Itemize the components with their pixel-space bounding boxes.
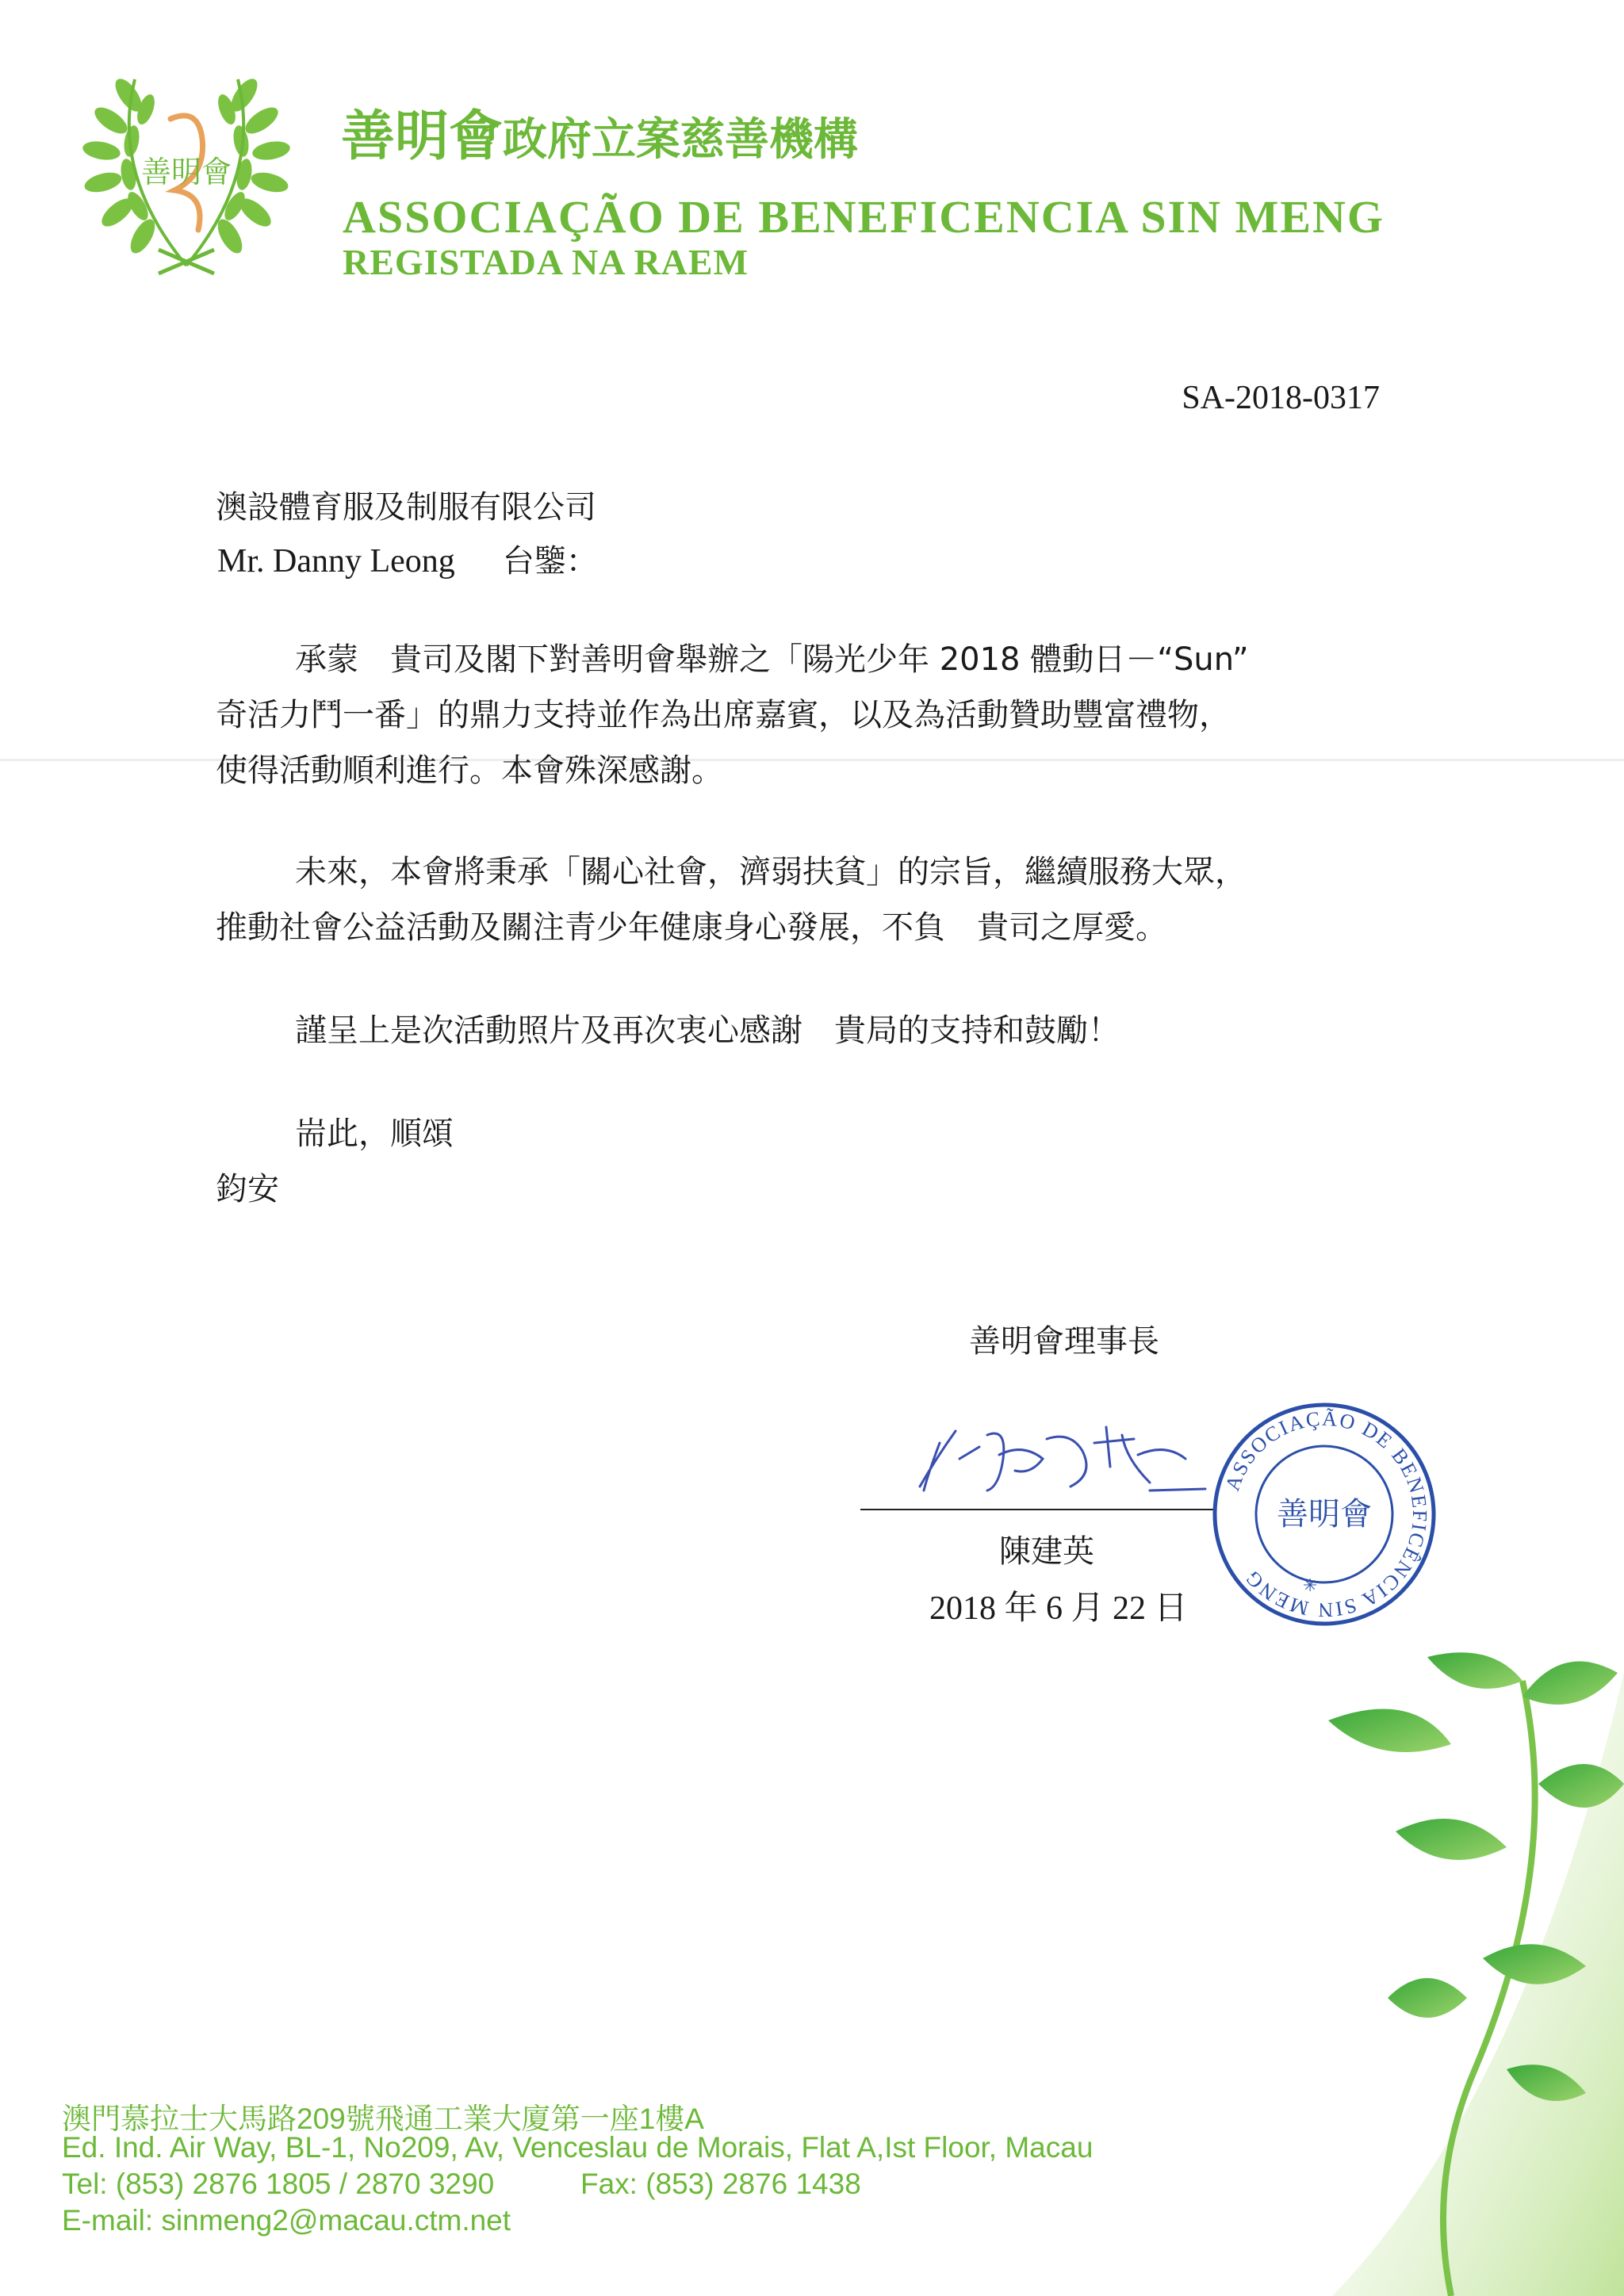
org-registered: REGISTADA NA RAEM [343, 242, 749, 282]
logo-text: 善明會 [140, 155, 232, 189]
footer-email[interactable]: E-mail: sinmeng2@macau.ctm.net [62, 2204, 511, 2237]
paragraph-1-line-3: 使得活動順利進行。本會殊深感謝。 [216, 752, 723, 789]
paragraph-1-line-2: 奇活力鬥一番」的鼎力支持並作為出席嘉賓，以及為活動贊助豐富禮物， [216, 697, 1231, 733]
recipient-company: 澳設體育服及制服有限公司 [216, 489, 596, 526]
seal-center-text: 善明會 [1277, 1496, 1372, 1533]
footer-tel: Tel: (853) 2876 1805 / 2870 3290 [62, 2168, 495, 2200]
org-name-pt: ASSOCIAÇÃO DE BENEFICENCIA SIN MENG [343, 191, 1385, 243]
paragraph-2-line-1: 未來，本會將秉承「關心社會，濟弱扶貧」的宗旨，繼續服務大眾， [295, 854, 1247, 890]
signature-line [860, 1509, 1213, 1510]
org-desc-cn: 政府立案慈善機構 [503, 114, 859, 166]
org-name-cn-main: 善明會 [341, 105, 504, 168]
recipient-line [217, 536, 598, 581]
handwritten-signature [912, 1411, 1213, 1506]
closing-line-2: 鈞安 [216, 1171, 279, 1207]
reference-number: SA-2018-0317 [1182, 380, 1380, 416]
footer-fax: Fax: (853) 2876 1438 [580, 2168, 861, 2200]
paragraph-1-line-1: 承蒙 貴司及閣下對善明會舉辦之「陽光少年 2018 體動日－“Sun” [295, 641, 1249, 678]
org-name-cn [341, 94, 858, 170]
official-seal [1209, 1399, 1439, 1629]
footer-address-pt: Ed. Ind. Air Way, BL-1, No209, Av, Venceslau de Morais, Flat A,Ist Floor, Macau [62, 2131, 1094, 2164]
green-branch-decoration [1189, 1625, 1624, 2296]
recipient-honorific: 台鑒： [502, 543, 598, 580]
seal-star-icon: ✳ [1303, 1576, 1318, 1596]
paragraph-2-line-2: 推動社會公益活動及關注青少年健康身心發展，不負 貴司之厚愛。 [216, 909, 1167, 946]
closing-line-1: 耑此，順頌 [295, 1115, 454, 1152]
laurel-wreath-logo [79, 63, 293, 285]
signatory-name: 陳建英 [999, 1533, 1094, 1570]
paragraph-3: 謹呈上是次活動照片及再次衷心感謝 貴局的支持和鼓勵！ [295, 1012, 1120, 1049]
seal-ring-text: ASSOCIAÇÃO DE BENEFICÊNCIA SIN MENG [1220, 1406, 1432, 1622]
recipient-name: Mr. Danny Leong [217, 543, 455, 580]
signatory-title: 善明會理事長 [969, 1323, 1159, 1360]
footer-address-cn: 澳門慕拉士大馬路209號飛通工業大廈第一座1樓A [62, 2103, 704, 2135]
letter-date: 2018 年 6 月 22 日 [929, 1590, 1188, 1627]
